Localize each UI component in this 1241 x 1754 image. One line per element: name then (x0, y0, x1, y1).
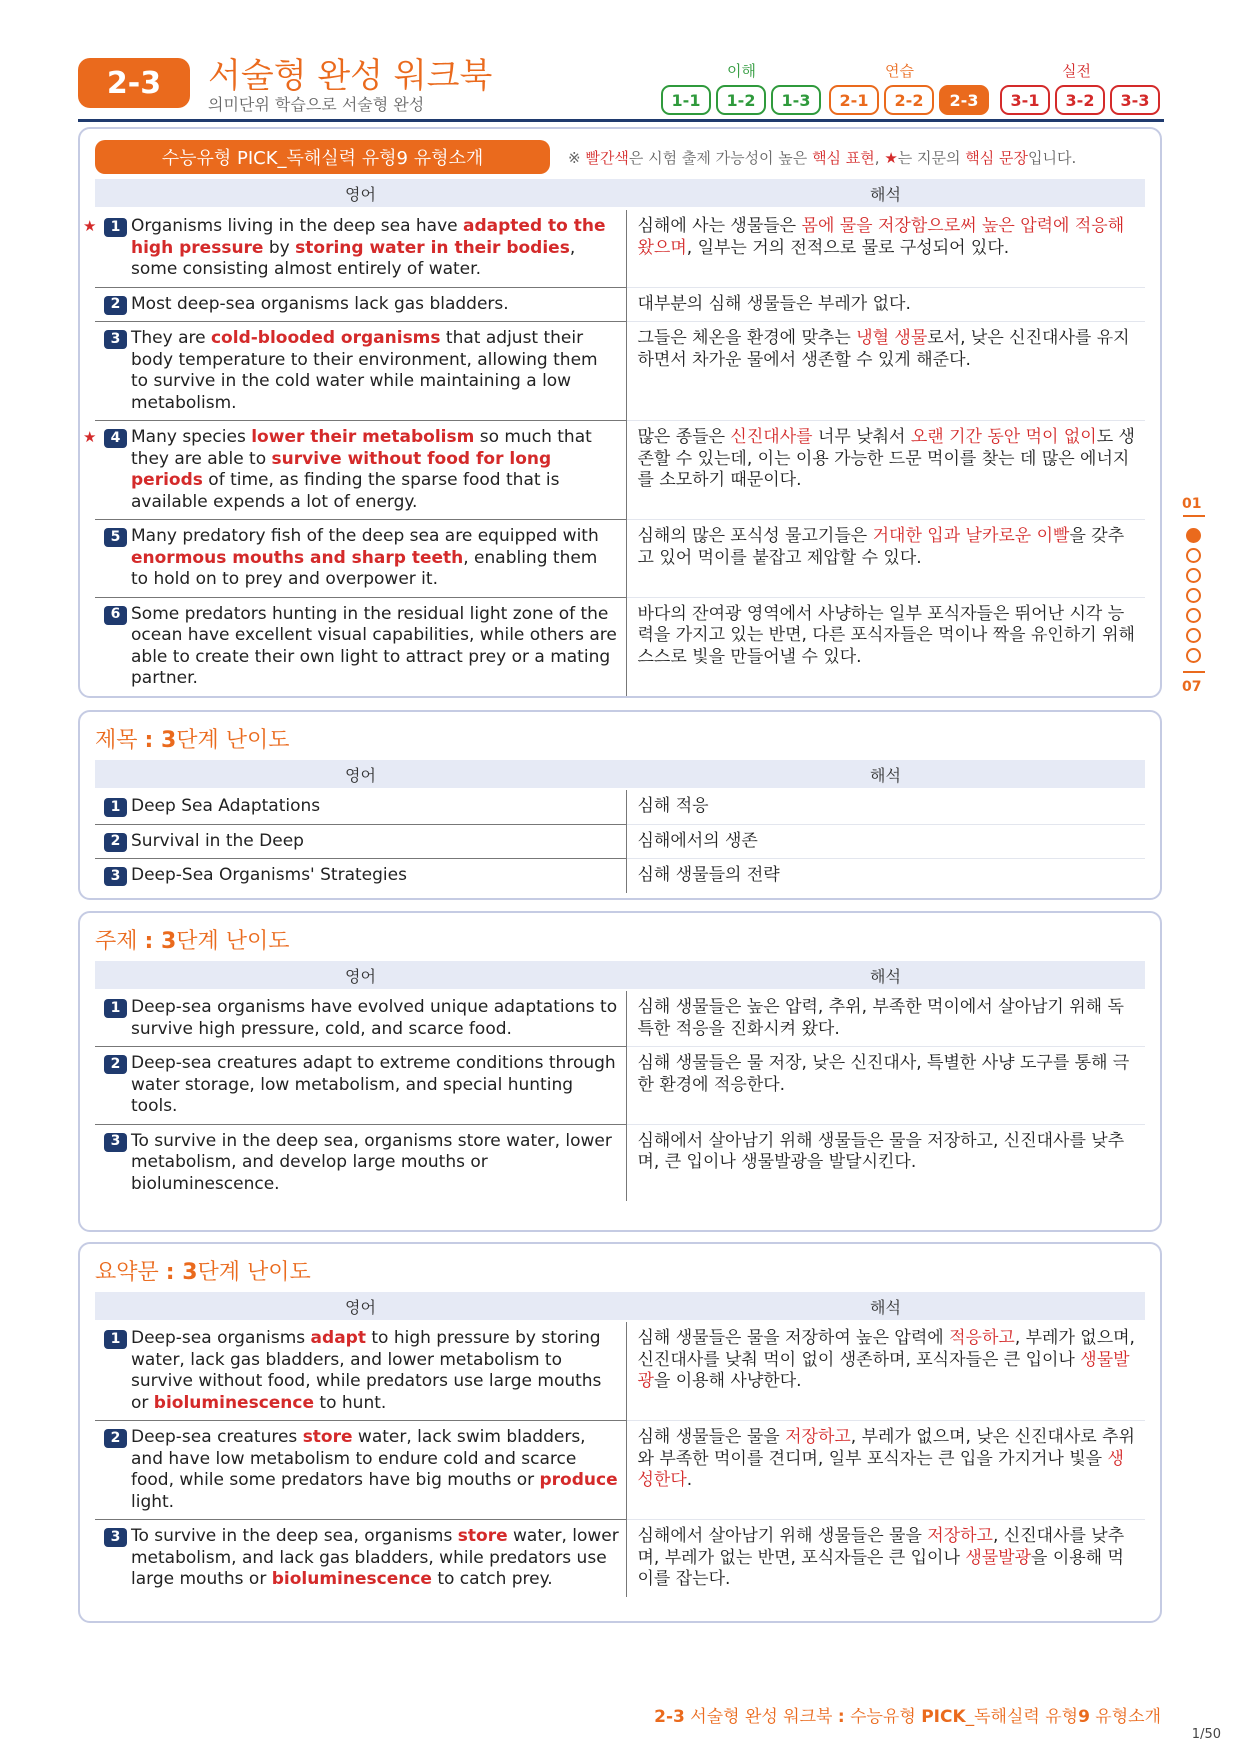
header-divider (78, 119, 1164, 122)
sentence-text: of time, as finding the sparse food that is available expends a lot of energy. (131, 470, 560, 512)
side-index-dot-1[interactable] (1186, 528, 1201, 543)
table-header (95, 1292, 1145, 1320)
key-expression: 신진대사를 (730, 427, 813, 447)
sentence-number-badge: 2 (104, 296, 127, 315)
translation-text: 도 생존할 수 있는데, 이는 이용 가능한 드문 먹이를 찾는 데 많은 에너지를 소모하기 때문이다. (637, 427, 1135, 490)
sentence-number-badge: 3 (104, 867, 127, 886)
translation-text: , 신진대사를 낮추며, 부레가 없는 반면, 포식자들은 큰 입이나 (637, 1526, 1125, 1568)
key-expression: 생물발광 (965, 1547, 1032, 1568)
table-row (95, 1322, 1145, 1421)
korean-cell (626, 1124, 1145, 1201)
page-number: 1/50 (1191, 1727, 1221, 1742)
footer-caption: 2-3 서술형 완성 워크북 : 수능유형 PICK_독해실력 유형9 유형소개 (654, 1707, 1161, 1727)
korean-cell (626, 287, 1145, 322)
sentence-text: light. (131, 1491, 175, 1512)
key-expression: adapted to the high pressure (131, 216, 606, 258)
step-1-2[interactable]: 1-2 (716, 85, 766, 115)
side-index-start: 01 (1182, 496, 1202, 512)
title-section (78, 710, 1162, 900)
translation-text: 심해의 많은 포식성 물고기들은 (637, 526, 873, 546)
english-cell (83, 421, 626, 520)
sentence-number-badge: 5 (104, 528, 127, 547)
english-cell (95, 1421, 626, 1520)
table-row (95, 824, 1145, 859)
col-korean: 해석 (870, 1297, 901, 1317)
korean-cell (626, 520, 1145, 598)
theme-table (95, 991, 1145, 1201)
sentence-number-badge: 2 (104, 1055, 127, 1074)
sentence-text: , some consisting almost entirely of water. (131, 237, 576, 279)
group-label-practice: 연습 (885, 62, 914, 80)
table-row (95, 1047, 1145, 1125)
sentence-number-badge: 2 (104, 1429, 127, 1448)
table-row (95, 1520, 1145, 1597)
translation-text: , 부레가 없으며, 신진대사를 낮춰 먹이 없이 생존하며, 포식자들은 큰 입이나 (637, 1328, 1135, 1370)
table-row (95, 859, 1145, 893)
page-subtitle: 의미단위 학습으로 서술형 완성 (208, 95, 425, 114)
korean-cell (626, 991, 1145, 1047)
sentence-number-badge: 3 (104, 330, 127, 349)
theme-section (78, 911, 1162, 1232)
key-expression: store (457, 1526, 508, 1546)
table-row (95, 210, 1145, 287)
translation-text: 심해에서 살아남기 위해 생물들은 물을 (637, 1526, 928, 1546)
sentence-text: by (263, 237, 296, 258)
key-expression: 저장하고 (785, 1427, 851, 1447)
korean-cell (626, 210, 1145, 287)
english-cell (95, 520, 626, 598)
summary-table (95, 1322, 1145, 1597)
sentence-text: Survival in the Deep (131, 830, 304, 851)
sentence-number-badge: 6 (104, 606, 127, 625)
english-cell (95, 859, 626, 893)
sentence-text: that adjust their body temperature to their environment, allowing them to survive in the cold water while maintaining a low metabolism. (131, 328, 598, 413)
sentence-text: Deep Sea Adaptations (131, 796, 321, 816)
key-expression: cold-blooded organisms (210, 328, 441, 348)
group-label-real: 실전 (1062, 62, 1091, 80)
section-theme-heading: 주제 : 3단계 난이도 (95, 929, 290, 954)
key-sentence-star-icon: ★ (83, 217, 97, 235)
translation-text: 심해 생물들의 전략 (637, 865, 780, 885)
key-expression: adapt (310, 1328, 366, 1348)
table-row (95, 322, 1145, 421)
col-english: 영어 (345, 966, 376, 986)
translation-text: 심해에서의 생존 (637, 830, 758, 851)
side-index-divider-top (1183, 515, 1205, 517)
key-expression: 몸에 물을 저장함으로써 높은 압력에 적응해 왔으며 (637, 216, 1125, 258)
side-index-dot-5[interactable] (1186, 608, 1201, 623)
translation-text: 심해에 사는 생물들은 (637, 216, 802, 236)
passage-table (83, 210, 1145, 696)
key-expression: storing water in their bodies (295, 237, 570, 258)
col-english: 영어 (345, 1297, 376, 1317)
table-row (95, 1421, 1145, 1520)
key-expression: store (302, 1427, 353, 1447)
translation-text: , 일부는 거의 전적으로 물로 구성되어 있다. (686, 237, 1010, 258)
korean-cell (626, 1520, 1145, 1597)
sentence-number-badge: 2 (104, 833, 127, 852)
pick-title-pill: 수능유형 PICK_독해실력 유형9 유형소개 (95, 140, 550, 174)
sentence-number-badge: 1 (104, 218, 127, 237)
side-index-dot-6[interactable] (1186, 628, 1201, 643)
translation-text: 을 이용해 먹이를 잡는다. (637, 1547, 1124, 1589)
section-title-heading: 제목 : 3단계 난이도 (95, 728, 290, 753)
sentence-text: water, lack swim bladders, and have low metabolism to endure cold and scarce food, while some predators have big mouths or (131, 1427, 586, 1490)
table-row (95, 1124, 1145, 1201)
translation-text: 심해 생물들은 물 저장, 낮은 신진대사, 특별한 사냥 도구를 통해 극한 환경에 적응한다. (637, 1053, 1130, 1095)
key-expression: enormous mouths and sharp teeth (131, 547, 464, 568)
sentence-text: Many predatory fish of the deep sea are equipped with (131, 526, 599, 546)
korean-cell (626, 790, 1145, 824)
english-cell (95, 1047, 626, 1125)
step-3-2[interactable]: 3-2 (1055, 85, 1105, 115)
sentence-text: Deep-Sea Organisms' Strategies (131, 865, 407, 885)
sentence-text: Most deep-sea organisms lack gas bladders. (131, 293, 509, 314)
english-cell (95, 1124, 626, 1201)
korean-cell (626, 1322, 1145, 1421)
translation-text: 너무 낮춰서 (812, 427, 911, 447)
sentence-number-badge: 1 (104, 798, 127, 817)
workbook-badge: 2-3 (78, 58, 190, 108)
korean-cell (626, 597, 1145, 696)
translation-text: 많은 종들은 (637, 427, 731, 447)
col-korean: 해석 (870, 966, 901, 986)
sentence-text: Deep-sea creatures (131, 1427, 303, 1447)
table-row (95, 287, 1145, 322)
step-1-1[interactable]: 1-1 (661, 85, 711, 115)
translation-text: . (686, 1470, 693, 1490)
key-expression: bioluminescence (271, 1569, 432, 1589)
table-header (95, 179, 1145, 207)
side-index-divider-bottom (1183, 671, 1205, 673)
korean-cell (626, 322, 1145, 421)
key-expression: 생물발광 (637, 1349, 1130, 1391)
english-cell (95, 597, 626, 696)
key-expression: 적응하고 (949, 1328, 1015, 1348)
translation-text: 바다의 잔여광 영역에서 사냥하는 일부 포식자들은 뛰어난 시각 능력을 가지고 있는 반면, 다른 포식자들은 먹이나 짝을 유인하기 위해 스스로 빛을 만들어낼 수 있다. (637, 603, 1135, 667)
translation-text: , 부레가 없으며, 낮은 신진대사로 추위와 부족한 먹이를 견디며, 일부 포식자는 큰 입을 가지거나 빛을 (637, 1427, 1135, 1469)
key-sentence-star-icon: ★ (83, 428, 97, 446)
english-cell (95, 1322, 626, 1421)
sentence-text: to high pressure by storing water, lack gas bladders, and lower metabolism to survive without food, while predators use large mouths or (131, 1328, 602, 1413)
side-index-dot-4[interactable] (1186, 588, 1201, 603)
step-2-1[interactable]: 2-1 (829, 85, 879, 115)
korean-cell (626, 824, 1145, 859)
sentence-text: They are (131, 328, 211, 348)
col-english: 영어 (345, 184, 376, 204)
table-row (95, 991, 1145, 1047)
english-cell (95, 287, 626, 322)
group-label-understand: 이해 (727, 62, 756, 80)
step-2-3-active[interactable]: 2-3 (939, 85, 989, 115)
sentence-text: water, lower metabolism, and lack gas bladders, while predators use large mouths or (131, 1526, 619, 1589)
sentence-text: Some predators hunting in the residual light zone of the ocean have excellent visual capabilities, while others are able to create their own light to attract prey or a mating partner. (131, 603, 617, 688)
table-row (95, 520, 1145, 598)
translation-text: 심해에서 살아남기 위해 생물들은 물을 저장하고, 신진대사를 낮추며, 큰 입이나 생물발광을 발달시킨다. (637, 1130, 1125, 1172)
sentence-number-badge: 3 (104, 1133, 127, 1152)
step-1-3[interactable]: 1-3 (771, 85, 821, 115)
sentence-text: To survive in the deep sea, organisms store water, lower metabolism, and develop large mouths or bioluminescence. (131, 1130, 612, 1194)
table-header (95, 760, 1145, 788)
side-index-end: 07 (1182, 679, 1202, 695)
key-expression: 저장하고 (927, 1526, 993, 1546)
english-cell (95, 824, 626, 859)
side-index-dot-7[interactable] (1186, 648, 1201, 663)
translation-text: 심해 생물들은 물을 저장하여 높은 압력에 (637, 1328, 950, 1348)
sentence-number-badge: 4 (104, 429, 127, 448)
english-cell (95, 1520, 626, 1597)
step-2-2[interactable]: 2-2 (884, 85, 934, 115)
key-expression: lower their metabolism (251, 427, 475, 447)
translation-text: 을 이용해 사냥한다. (653, 1371, 802, 1391)
step-3-1[interactable]: 3-1 (1000, 85, 1050, 115)
table-header (95, 961, 1145, 989)
korean-cell (626, 859, 1145, 893)
page-title: 서술형 완성 워크북 (208, 56, 493, 96)
col-korean: 해석 (870, 765, 901, 785)
translation-text: 심해 생물들은 물을 (637, 1427, 786, 1447)
translation-text: 그들은 체온을 환경에 맞추는 (637, 328, 857, 348)
key-expression: 생성한다 (637, 1448, 1124, 1490)
side-index-dot-3[interactable] (1186, 568, 1201, 583)
key-expression: 냉혈 생물 (856, 328, 928, 348)
translation-text: 로서, 낮은 신진대사를 유지하면서 차가운 물에서 생존할 수 있게 해준다. (637, 328, 1130, 370)
english-cell (95, 790, 626, 824)
sentence-text: Organisms living in the deep sea have (131, 216, 464, 236)
sentence-text: to hunt. (314, 1392, 387, 1413)
table-row (95, 597, 1145, 696)
step-3-3[interactable]: 3-3 (1110, 85, 1160, 115)
sentence-number-badge: 1 (104, 1330, 127, 1349)
translation-text: 을 갖추고 있어 먹이를 붙잡고 제압할 수 있다. (637, 526, 1125, 568)
korean-cell (626, 1421, 1145, 1520)
sentence-number-badge: 1 (104, 999, 127, 1018)
sentence-text: To survive in the deep sea, organisms (131, 1526, 458, 1546)
translation-text: 심해 생물들은 높은 압력, 추위, 부족한 먹이에서 살아남기 위해 독특한 적응을 진화시켜 왔다. (637, 997, 1124, 1039)
sentence-text: to catch prey. (431, 1569, 553, 1589)
table-row (95, 421, 1145, 520)
sentence-text: , enabling them to hold on to prey and overpower it. (131, 547, 598, 589)
english-cell (83, 210, 626, 287)
key-expression: 거대한 입과 날카로운 이빨 (872, 526, 1070, 546)
translation-text: 대부분의 심해 생물들은 부레가 없다. (637, 293, 911, 314)
summary-section (78, 1242, 1162, 1623)
key-expression: bioluminescence (153, 1392, 315, 1413)
table-row (95, 790, 1145, 824)
side-index-dot-2[interactable] (1186, 548, 1201, 563)
english-cell (95, 991, 626, 1047)
sentence-number-badge: 3 (104, 1528, 127, 1547)
key-expression: produce (539, 1470, 618, 1490)
key-expression: 오랜 기간 동안 먹이 없이 (910, 427, 1097, 447)
key-expression: survive without food for long periods (131, 448, 552, 490)
sentence-text: Many species (131, 427, 252, 447)
sentence-text: Deep-sea organisms have evolved unique adaptations to survive high pressure, cold, and scarce food. (131, 997, 618, 1039)
translation-text: 심해 적응 (637, 796, 709, 816)
pick-section (78, 127, 1162, 698)
sentence-text: Deep-sea creatures adapt to extreme conditions through water storage, low metabolism, and special hunting tools. (131, 1053, 616, 1116)
korean-cell (626, 421, 1145, 520)
section-summary-heading: 요약문 : 3단계 난이도 (95, 1260, 311, 1285)
sentence-text: Deep-sea organisms (131, 1328, 311, 1348)
col-korean: 해석 (870, 184, 901, 204)
sentence-text: so much that they are able to (131, 427, 592, 469)
english-cell (95, 322, 626, 421)
korean-cell (626, 1047, 1145, 1125)
legend-note: ※ 빨간색은 시험 출제 가능성이 높은 핵심 표현, ★는 지문의 핵심 문장입니다. (568, 149, 1077, 167)
col-english: 영어 (345, 765, 376, 785)
title-table (95, 790, 1145, 893)
